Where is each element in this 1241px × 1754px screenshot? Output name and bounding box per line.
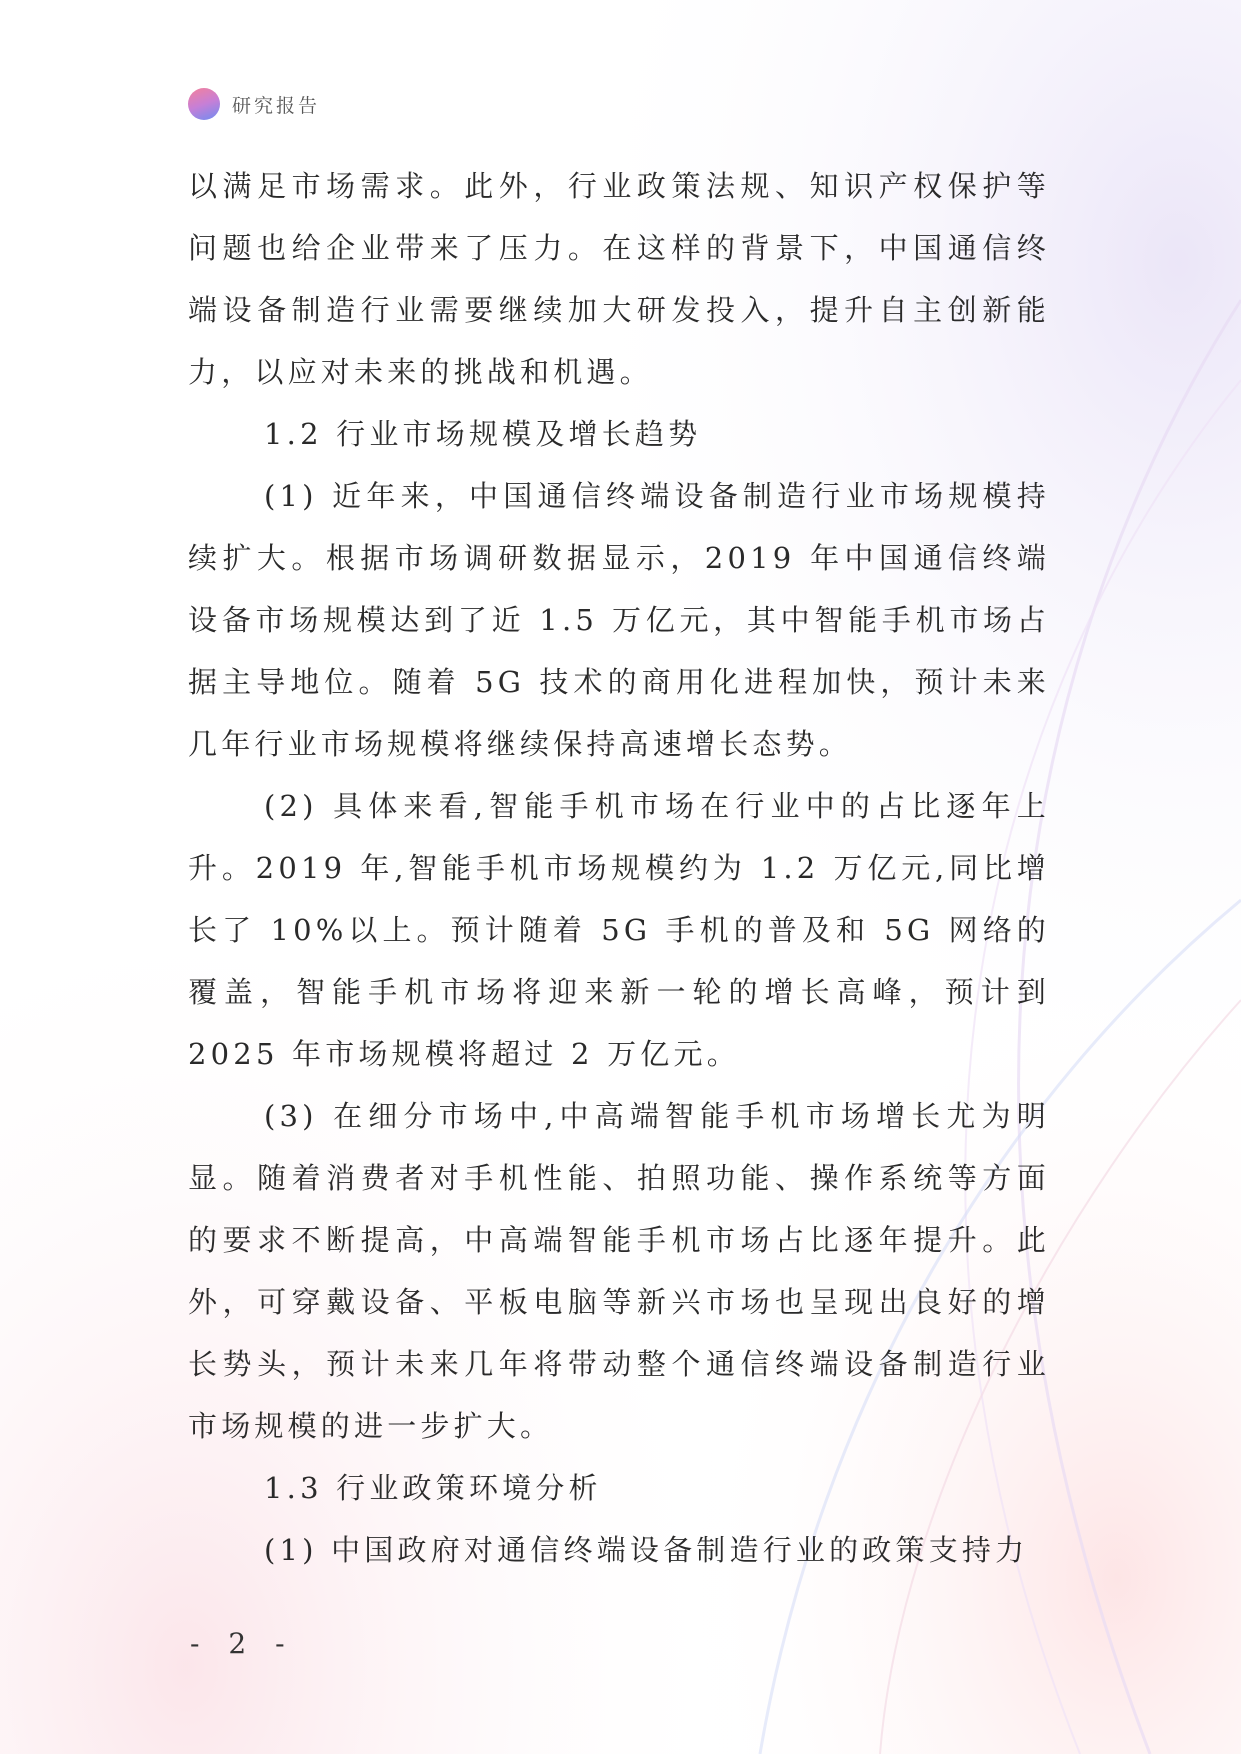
section-heading-1-3: 1.3 行业政策环境分析 [264,1471,602,1505]
section-heading-1-2: 1.2 行业市场规模及增长趋势 [264,417,702,451]
header-title: 研究报告 [232,94,321,117]
document-body [188,155,1050,1581]
page-header [188,88,320,120]
paragraph: 以满足市场需求。此外，行业政策法规、知识产权保护等问题也给企业带来了压力。在这样的背景下，中国通信终端设备制造行业需要继续加大研发投入，提升自主创新能力，以应对未来的挑战和机遇。 [188,169,1050,389]
paragraph: (3) 在细分市场中,中高端智能手机市场增长尤为明显。随着消费者对手机性能、拍照功能、操作系统等方面的要求不断提高，中高端智能手机市场占比逐年提升。此外，可穿戴设备、平板电脑等新兴市场也呈现出良好的增长势头，预计未来几年将带动整个通信终端设备制造行业市场规模的进一步扩大。 [188,1099,1050,1443]
paragraph: (1) 近年来，中国通信终端设备制造行业市场规模持续扩大。根据市场调研数据显示，2019 年中国通信终端设备市场规模达到了近 1.5 万亿元，其中智能手机市场占据主导地位。随着 5G 技术的商用化进程加快，预计未来几年行业市场规模将继续保持高速增长态势。 [188,479,1050,761]
paragraph: (2) 具体来看,智能手机市场在行业中的占比逐年上升。2019 年,智能手机市场规模约为 1.2 万亿元,同比增长了 10%以上。预计随着 5G 手机的普及和 5G 网络的覆盖，智能手机市场将迎来新一轮的增长高峰，预计到 2025 年市场规模将超过 2 万亿元。 [188,789,1050,1071]
paragraph: (1) 中国政府对通信终端设备制造行业的政策支持力 [264,1533,1029,1567]
gradient-circle-logo-icon [188,88,220,120]
page-number: - 2 - [190,1627,295,1660]
